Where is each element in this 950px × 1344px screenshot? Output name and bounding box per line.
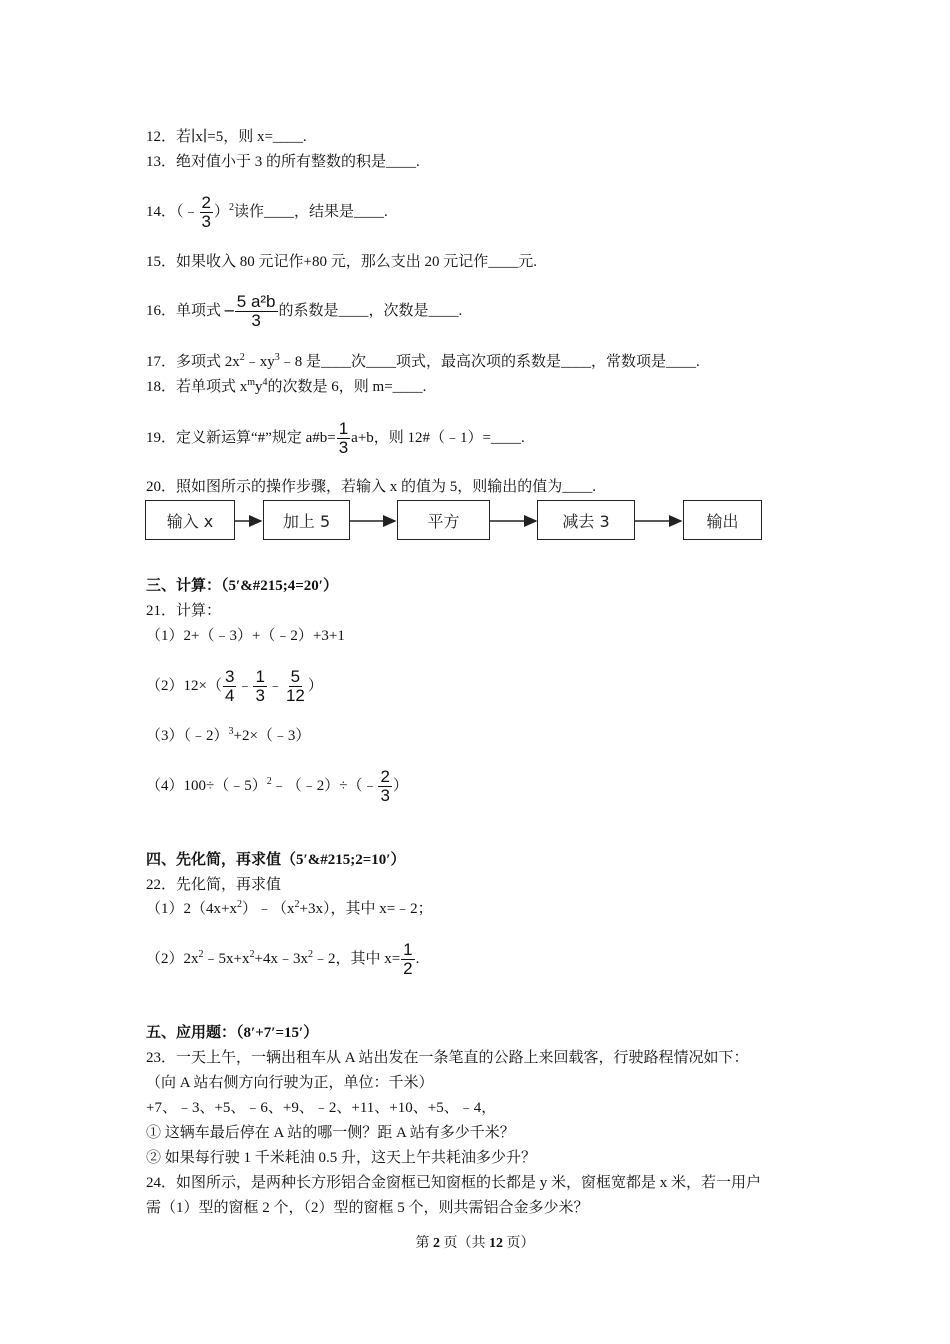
- flow-step-add: 加上 5: [263, 500, 350, 540]
- fraction: $\frac{1}{3}$: [338, 419, 349, 457]
- question-15: 15．如果收入 80 元记作+80 元，那么支出 20 元记作____元.: [146, 254, 537, 270]
- fraction: $\frac{1}{3}$: [255, 667, 265, 705]
- question-24-cont: 需（1）型的窗框 2 个，（2）型的窗框 5 个，则共需铝合金多少米？: [146, 1200, 589, 1216]
- q21-part-2: （2）12×（ $\frac{3}{4}$ ﹣ $\frac{1}{3}$ ﹣ $\frac{5}{12}$ ）: [146, 667, 323, 705]
- question-21: 21．计算：: [146, 603, 222, 619]
- fraction: $\frac{1}{2}$: [403, 940, 413, 978]
- q23-data: +7、﹣3、+5、﹣6、+9、﹣2、+11、+10、+5、﹣4，: [146, 1100, 497, 1116]
- q22-part-2: $(2)2x^2﹣5x+x^2+4x﹣3x^2﹣2$，其中 x= $\frac{1}{2}$ .: [146, 940, 420, 978]
- q23-note: （向 A 站右侧方向行驶为正，单位：千米）: [146, 1075, 434, 1091]
- question-14: 14．（﹣ $\frac{2}{3}$ ）$^2$读作____，结果是____.: [146, 193, 388, 231]
- fraction: $\frac{5}{12}$: [285, 667, 305, 705]
- question-24: 24．如图所示，是两种长方形铝合金窗框已知窗框的长都是 y 米，窗框宽都是 x 米，若一用户: [146, 1175, 762, 1191]
- q21-part-3: （3）（﹣2）$^3$+2×（﹣3）: [146, 726, 311, 744]
- flow-step-output: 输出: [683, 500, 762, 540]
- fraction: $\frac{\text{5 a²b}}{3}$: [236, 292, 276, 330]
- question-18: 18．若单项式 $x^my^4$的次数是 6，则 m=____.: [146, 377, 427, 395]
- flow-step-square: 平方: [397, 500, 490, 540]
- question-19: 19．定义新运算“#”规定 a#b= $\frac{1}{3}$ a+b，则 12#（﹣1）=____.: [146, 419, 525, 457]
- question-17: 17．多项式 $2x^2﹣xy^3﹣8$ 是____次____项式，最高次项的系数是____，常数项是____.: [146, 352, 700, 370]
- flow-step-input: 输入 x: [145, 500, 235, 540]
- page-footer: 第 2 页（共 12 页）: [415, 1236, 535, 1251]
- q21-part-1: （1）2+（﹣3）+（﹣2）+3+1: [146, 628, 345, 644]
- q21-part-4: （4）100÷（﹣5）$^2$﹣（﹣2）÷（﹣ $\frac{2}{3}$ ）: [146, 767, 408, 805]
- section-4-title: 四、先化简，再求值（5′&#215;2=10′）: [146, 852, 406, 868]
- operation-flowchart: [145, 500, 765, 542]
- question-12: 12．若∣x∣=5，则 x=____.: [146, 129, 307, 145]
- q22-part-1: $(1)2(4x+x^2)﹣(x^2+3x)$，其中 x=﹣2；: [146, 899, 433, 917]
- fraction: $\frac{2}{3}$: [201, 193, 211, 231]
- fraction: $\frac{3}{4}$: [224, 667, 235, 705]
- q23-part-1: ① 这辆车最后停在 A 站的哪一侧？距 A 站有多少千米？: [146, 1125, 515, 1141]
- question-16: 16．单项式 – $\frac{\text{5 a²b}}{3}$ 的系数是____，次数是____.: [146, 292, 463, 330]
- q23-part-2: ② 如果每行驶 1 千米耗油 0.5 升，这天上午共耗油多少升？: [146, 1150, 537, 1166]
- question-20: 20．照如图所示的操作步骤，若输入 x 的值为 5，则输出的值为____.: [146, 479, 597, 495]
- section-3-title: 三、计算：（5′&#215;4=20′）: [146, 578, 338, 594]
- question-23: 23．一天上午，一辆出租车从 A 站出发在一条笔直的公路上来回载客，行驶路程情况如下：: [146, 1050, 749, 1066]
- question-13: 13．绝对值小于 3 的所有整数的积是____.: [146, 154, 420, 170]
- question-22: 22．先化简，再求值: [146, 877, 282, 893]
- section-5-title: 五、应用题：（8′+7′=15′）: [146, 1025, 319, 1041]
- flow-step-subtract: 减去 3: [537, 500, 635, 540]
- fraction: $\frac{2}{3}$: [380, 767, 390, 805]
